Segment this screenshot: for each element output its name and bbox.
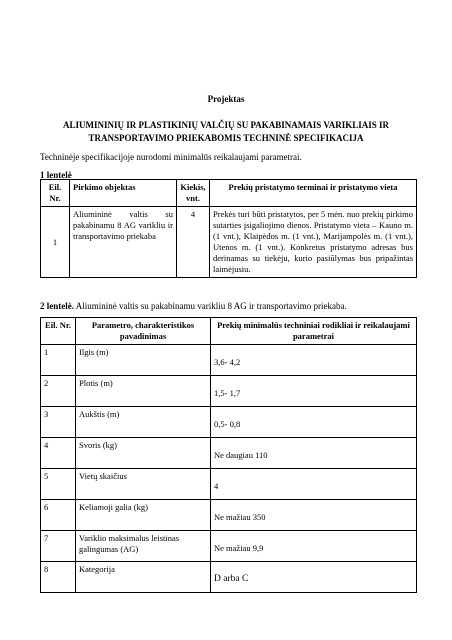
table2-cell-value: Ne mažiau 9,9 (211, 531, 417, 562)
table2-caption-text: Aliumininė valtis su pakabinamu varikliu 8 AG ir transportavimo priekaba. (74, 301, 347, 311)
table2-cell-nr: 1 (41, 345, 76, 376)
table1-header-terms: Prekių pristatymo terminai ir pristatymo vieta (210, 180, 417, 207)
table2-cell-param: Keliamoji galia (kg) (76, 500, 211, 531)
table2-header-nr: Eil. Nr. (41, 318, 76, 345)
table1-header-object: Pirkimo objektas (70, 180, 177, 207)
table-1 (40, 179, 417, 278)
table2-cell-value: 0,5- 0,8 (211, 407, 417, 438)
table-row (41, 407, 417, 438)
table2-cell-nr: 2 (41, 376, 76, 407)
project-label: Projektas (207, 94, 245, 104)
table2-header-value: Prekių minimalūs techniniai rodikliai ir reikalaujami parametrai (211, 318, 417, 345)
table2-cell-nr: 7 (41, 531, 76, 562)
table2-cell-value: Ne daugiau 110 (211, 438, 417, 469)
table2-cell-nr: 6 (41, 500, 76, 531)
table2-cell-param: Vietų skaičius (76, 469, 211, 500)
table-row (41, 500, 417, 531)
table1-cell-qty: 4 (177, 207, 210, 278)
table1-cell-object: Aliumininė valtis su pakabinamu 8 AG varikliu ir transportavimo priekaba (70, 207, 177, 278)
document-title (60, 119, 392, 145)
table2-cell-value: 3,6- 4,2 (211, 345, 417, 376)
table-2 (40, 317, 417, 593)
table2-cell-nr: 3 (41, 407, 76, 438)
table2-cell-value: Ne mažiau 350 (211, 500, 417, 531)
table2-header-row (41, 318, 417, 345)
table-row (41, 562, 417, 593)
table2-cell-value: D arba C (211, 562, 417, 593)
table1-header-qty: Kiekis, vnt. (177, 180, 210, 207)
table1-cell-nr: 1 (41, 207, 70, 278)
table2-cell-param: Svoris (kg) (76, 438, 211, 469)
table-row (41, 531, 417, 562)
table2-cell-value: 4 (211, 469, 417, 500)
intro-text: Techninėje specifikacijoje nurodomi minimalūs reikalaujami parametrai. (40, 152, 302, 162)
table2-cell-nr: 4 (41, 438, 76, 469)
table2-header-param: Parametro, charakteristikos pavadinimas (76, 318, 211, 345)
table2-cell-param: Variklio maksimalus leistinas galingumas (AG) (76, 531, 211, 562)
table1-label: 1 lentelė (40, 170, 72, 180)
table2-caption-label: 2 lentelė. (40, 301, 74, 311)
table1-header-row (41, 180, 417, 207)
table2-cell-nr: 5 (41, 469, 76, 500)
table-row (41, 438, 417, 469)
table2-cell-param: Ilgis (m) (76, 345, 211, 376)
table-row (41, 207, 417, 278)
table-row (41, 469, 417, 500)
table2-cell-param: Aukštis (m) (76, 407, 211, 438)
table-row (41, 345, 417, 376)
title-line-1: ALIUMININIŲ IR PLASTIKINIŲ VALČIŲ SU PAKABINAMAIS VARIKLIAIS IR (63, 120, 389, 130)
table1-cell-terms: Prekės turi būti pristatytos, per 5 mėn. nuo prekių pirkimo sutarties įsigaliojimo dienos. Pristatymo vieta – Kauno m. (1 vnt.), Klaipėdos m. (1 vnt.), Marijampolės m. (1 vnt.), Utenos m. (1 vnt.). Konkretus pristatymo adresas bus derinamas su tiekėju, kurio pasiūlymas bus pripažintas laimėjusiu. (210, 207, 417, 278)
table2-cell-nr: 8 (41, 562, 76, 593)
table1-header-nr: Eil. Nr. (41, 180, 70, 207)
table2-cell-param: Kategorija (76, 562, 211, 593)
title-line-2: TRANSPORTAVIMO PRIEKABOMIS TECHNINĖ SPECIFIKACIJA (88, 133, 364, 143)
table2-cell-param: Plotis (m) (76, 376, 211, 407)
table2-cell-value: 1,5- 1,7 (211, 376, 417, 407)
table2-caption (40, 301, 347, 311)
table-row (41, 376, 417, 407)
